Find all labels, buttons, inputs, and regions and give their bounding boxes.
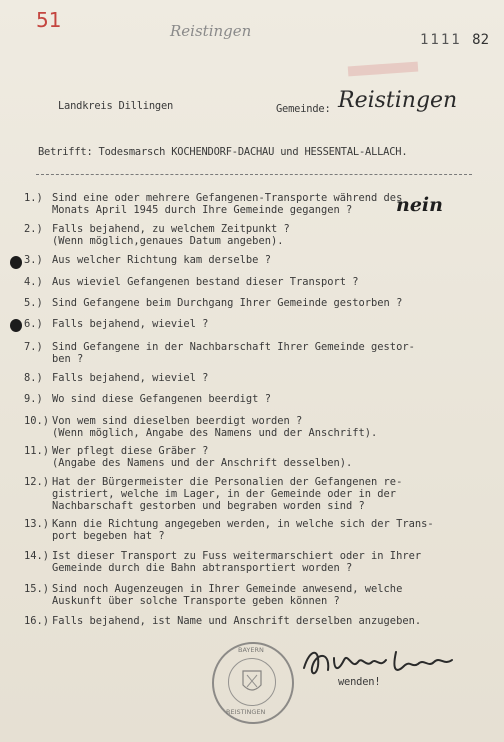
question-text: Gemeinde durch die Bahn abtransportiert worden ? [52,562,353,574]
question-text: Falls bejahend, ist Name und Anschrift derselben anzugeben. [52,615,422,627]
question-text: (Angabe des Namens und der Anschrift desselben). [52,457,353,469]
betrifft-line: Betrifft: Todesmarsch KOCHENDORF-DACHAU und HESSENTAL-ALLACH. [38,146,408,158]
punch-hole [10,256,22,269]
red-faded-mark [348,62,419,77]
question-number: 11.) [24,445,50,457]
question-text: Wer pflegt diese Gräber ? [52,445,209,457]
question-number: 5.) [24,297,43,309]
question-text: Falls bejahend, zu welchem Zeitpunkt ? [52,223,290,235]
question-text: Sind noch Augenzeugen in Ihrer Gemeinde anwesend, welche [52,583,403,595]
question-text: gistriert, welche im Lager, in der Gemeinde oder in der [52,488,397,500]
question-text: Hat der Bürgermeister die Personalien der Gefangenen re- [52,476,403,488]
question-text: ben ? [52,353,84,365]
question-number: 13.) [24,518,50,530]
archive-stamp-number: 1111 82 [420,32,490,48]
question-text: Sind Gefangene beim Durchgang Ihrer Gemeinde gestorben ? [52,297,403,309]
question-text: (Wenn möglich,genaues Datum angeben). [52,235,284,247]
question-number: 7.) [24,341,43,353]
question-text: Wo sind diese Gefangenen beerdigt ? [52,393,271,405]
question-text: Sind eine oder mehrere Gefangenen-Transporte während des [52,192,403,204]
question-number: 9.) [24,393,43,405]
question-number: 6.) [24,318,43,330]
question-text: Ist dieser Transport zu Fuss weitermarschiert oder in Ihrer [52,550,422,562]
question-text: Falls bejahend, wieviel ? [52,318,209,330]
question-text: Monats April 1945 durch Ihre Gemeinde gegangen ? [52,204,353,216]
question-number: 15.) [24,583,50,595]
question-text: Aus wieviel Gefangenen bestand dieser Transport ? [52,276,359,288]
question-number: 2.) [24,223,43,235]
question-number: 10.) [24,415,50,427]
landkreis-label: Landkreis Dillingen [58,100,174,112]
question-number: 8.) [24,372,43,384]
question-text: Nachbarschaft gestorben und begraben worden sind ? [52,500,365,512]
separator-line [36,174,472,175]
gemeinde-handwritten-value: Reistingen [338,88,458,113]
question-text: Kann die Richtung angegeben werden, in welche sich der Trans- [52,518,434,530]
question-number: 3.) [24,254,43,266]
question-number: 16.) [24,615,50,627]
question-text: (Wenn möglich, Angabe des Namens und der Anschrift). [52,427,378,439]
question-number: 14.) [24,550,50,562]
question-text: Sind Gefangene in der Nachbarschaft Ihrer Gemeinde gestor- [52,341,415,353]
punch-hole [10,319,22,332]
question-text: port begeben hat ? [52,530,165,542]
mayor-signature [300,644,470,686]
question-text: Aus welcher Richtung kam derselbe ? [52,254,271,266]
folio-number: 51 [36,8,62,32]
question-number: 1.) [24,192,43,204]
handwritten-answer: nein [396,194,443,216]
seal-coat-of-arms [228,658,276,706]
question-text: Von wem sind dieselben beerdigt worden ? [52,415,303,427]
wenden-note: wenden! [338,676,381,688]
question-text: Auskunft über solche Transporte geben können ? [52,595,340,607]
gemeinde-label: Gemeinde: [276,103,331,115]
question-text: Falls bejahend, wieviel ? [52,372,209,384]
handwritten-town-top: Reistingen [170,22,252,40]
question-number: 4.) [24,276,43,288]
question-number: 12.) [24,476,50,488]
municipal-seal-stamp: BAYERN REISTINGEN [212,642,294,724]
